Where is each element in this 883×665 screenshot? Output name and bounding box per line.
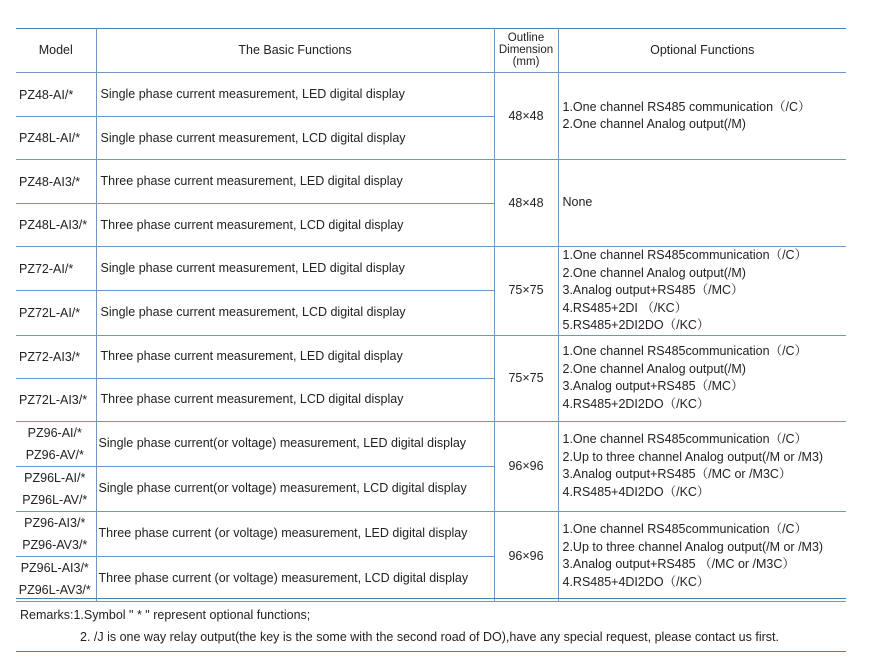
option-item: 3.Analog output+RS485（/MC or /M3C） xyxy=(562,467,792,481)
table-header-row xyxy=(16,28,846,73)
model-cell xyxy=(16,204,96,247)
header-outline-dimension xyxy=(494,28,558,73)
option-item: 3.Analog output+RS485 （/MC or /M3C） xyxy=(562,557,795,571)
remark-line-1: Remarks:1.Symbol " * " represent optional functions; xyxy=(20,608,311,622)
option-item: 1.One channel RS485communication（/C） xyxy=(562,248,808,262)
table-row xyxy=(16,511,846,556)
optional-functions-cell xyxy=(558,73,846,160)
model-code: PZ96L-AV/* xyxy=(22,492,88,507)
model-cell xyxy=(16,160,96,204)
dimension-cell: 96×96 xyxy=(494,421,558,511)
basic-function-cell: Single phase current measurement, LCD digital display xyxy=(96,291,494,335)
model-code: PZ48L-AI/* xyxy=(19,131,81,145)
option-item: 2.One channel Analog output(/M) xyxy=(562,361,746,376)
option-item: 2.One channel Analog output(/M) xyxy=(562,265,746,280)
option-item: 3.Analog output+RS485（/MC） xyxy=(562,283,744,297)
model-code: PZ96-AV3/* xyxy=(22,537,88,552)
option-item: 4.RS485+2DI2DO（/KC） xyxy=(562,396,710,411)
model-cell xyxy=(16,73,96,117)
remark-line-2: 2. /J is one way relay output(the key is the some with the second road of DO),have any special request, please contact us first. xyxy=(80,630,779,644)
model-cell xyxy=(16,421,96,466)
table-row xyxy=(16,247,846,291)
header-dim-line-2: Dimension xyxy=(498,44,554,56)
basic-function-cell: Three phase current (or voltage) measurement, LED digital display xyxy=(96,511,494,556)
model-cell xyxy=(16,511,96,556)
option-item: 4.RS485+4DI2DO（/KC） xyxy=(562,484,710,499)
model-cell xyxy=(16,247,96,291)
option-item: 2.Up to three channel Analog output(/M or /M3) xyxy=(562,539,824,554)
model-cell xyxy=(16,117,96,160)
remarks xyxy=(20,604,779,648)
basic-function-cell: Three phase current measurement, LED digital display xyxy=(96,160,494,204)
table-row xyxy=(16,421,846,466)
model-code: PZ96-AV/* xyxy=(25,447,84,462)
option-item: 1.One channel RS485communication（/C） xyxy=(562,432,808,446)
table-row xyxy=(16,335,846,378)
model-cell xyxy=(16,556,96,601)
model-code: PZ72-AI/* xyxy=(19,261,74,276)
basic-function-cell: Single phase current measurement, LED digital display xyxy=(96,247,494,291)
bottom-rule xyxy=(16,651,846,652)
model-code: PZ96-AI3/* xyxy=(24,515,86,530)
basic-function-cell: Single phase current(or voltage) measurement, LED digital display xyxy=(96,421,494,466)
basic-function-cell: Single phase current(or voltage) measurement, LCD digital display xyxy=(96,466,494,511)
option-item: 2.Up to three channel Analog output(/M or /M3) xyxy=(562,449,824,464)
basic-function-cell: Three phase current measurement, LCD digital display xyxy=(96,378,494,421)
model-code: PZ72L-AI3/* xyxy=(19,392,88,407)
model-code: PZ96L-AV3/* xyxy=(18,582,91,597)
header-optional-functions: Optional Functions xyxy=(558,28,846,73)
model-code: PZ48-AI/* xyxy=(19,87,74,102)
model-cell xyxy=(16,335,96,378)
basic-function-cell: Single phase current measurement, LED digital display xyxy=(96,73,494,117)
model-code: PZ96-AI/* xyxy=(27,425,82,440)
model-code: PZ48L-AI3/* xyxy=(19,218,88,232)
dimension-cell: 48×48 xyxy=(494,73,558,160)
model-cell xyxy=(16,378,96,421)
dimension-cell: 96×96 xyxy=(494,511,558,601)
option-item: 3.Analog output+RS485（/MC） xyxy=(562,379,744,393)
option-item: 4.RS485+2DI （/KC） xyxy=(562,300,688,315)
basic-function-cell: Three phase current measurement, LED digital display xyxy=(96,335,494,378)
dimension-cell: 75×75 xyxy=(494,247,558,336)
option-item: 1.One channel RS485communication（/C） xyxy=(562,344,808,358)
table-row xyxy=(16,160,846,204)
model-cell xyxy=(16,466,96,511)
model-code: PZ72-AI3/* xyxy=(19,349,81,364)
model-cell xyxy=(16,291,96,335)
dimension-cell: 48×48 xyxy=(494,160,558,247)
product-spec-table xyxy=(16,28,846,602)
basic-function-cell: Single phase current measurement, LCD digital display xyxy=(96,117,494,160)
option-item: 1.One channel RS485communication（/C） xyxy=(562,522,808,536)
option-item: 2.One channel Analog output(/M) xyxy=(562,117,746,131)
table-bottom-rule xyxy=(16,598,846,599)
optional-functions-cell xyxy=(558,335,846,421)
table-row xyxy=(16,73,846,117)
model-code: PZ72L-AI/* xyxy=(19,305,81,320)
header-dim-line-1: Outline xyxy=(507,32,545,44)
optional-functions-cell xyxy=(558,511,846,601)
header-dim-line-3: (mm) xyxy=(512,56,540,68)
optional-functions-cell xyxy=(558,247,846,336)
model-code: PZ96L-AI3/* xyxy=(20,560,89,575)
model-code: PZ96L-AI/* xyxy=(24,470,86,485)
model-code: PZ48-AI3/* xyxy=(19,174,81,189)
option-item: 1.One channel RS485 communication（/C） xyxy=(562,99,811,114)
option-item: None xyxy=(562,195,593,210)
basic-function-cell: Three phase current measurement, LCD digital display xyxy=(96,204,494,247)
option-item: 4.RS485+4DI2DO（/KC） xyxy=(562,574,710,589)
dimension-cell: 75×75 xyxy=(494,335,558,421)
header-basic-functions: The Basic Functions xyxy=(96,28,494,73)
optional-functions-cell xyxy=(558,160,846,247)
option-item: 5.RS485+2DI2DO（/KC） xyxy=(562,318,710,332)
basic-function-cell: Three phase current (or voltage) measurement, LCD digital display xyxy=(96,556,494,601)
optional-functions-cell xyxy=(558,421,846,511)
header-model: Model xyxy=(16,28,96,73)
